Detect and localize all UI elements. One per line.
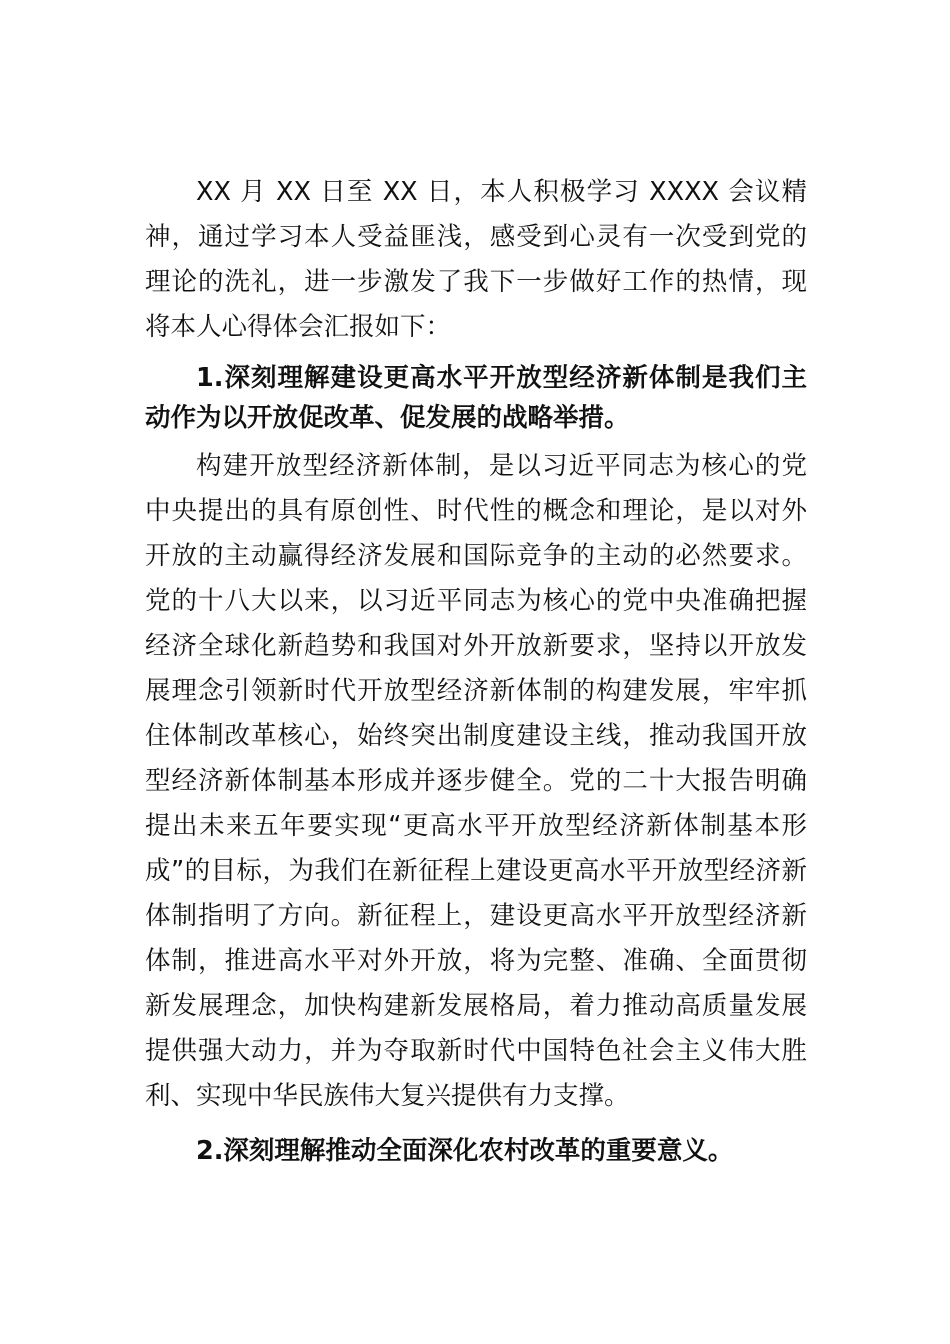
section-body-1: 构建开放型经济新体制，是以习近平同志为核心的党中央提出的具有原创性、时代性的概念和理论，是以对外开放的主动赢得经济发展和国际竞争的主动的必然要求。党的十八大以来，以习近平同志为核心的党中央准确把握经济全球化新趋势和我国对外开放新要求，坚持以开放发展理念引领新时代开放型经济新体制的构建发展，牢牢抓住体制改革核心，始终突出制度建设主线，推动我国开放型经济新体制基本形成并逐步健全。党的二十大报告明确提出未来五年要实现“更高水平开放型经济新体制基本形成”的目标，为我们在新征程上建设更高水平开放型经济新体制指明了方向。新征程上，建设更高水平开放型经济新体制，推进高水平对外开放，将为完整、准确、全面贯彻新发展理念，加快构建新发展格局，着力推动高质量发展提供强大动力，并为夺取新时代中国特色社会主义伟大胜利、实现中华民族伟大复兴提供有力支撑。 [145,451,807,1111]
intro-paragraph: XX 月 XX 日至 XX 日，本人积极学习 XXXX 会议精神，通过学习本人受益匪浅，感受到心灵有一次受到党的理论的洗礼，进一步激发了我下一步做好工作的热情，现将本人心得体会汇报如下： [145,177,807,342]
section-heading-1: 1.深刻理解建设更高水平开放型经济新体制是我们主动作为以开放促改革、促发展的战略举措。 [145,363,807,433]
document-body [145,170,807,1171]
section-heading-2: 2.深刻理解推动全面深化农村改革的重要意义。 [196,1136,734,1166]
